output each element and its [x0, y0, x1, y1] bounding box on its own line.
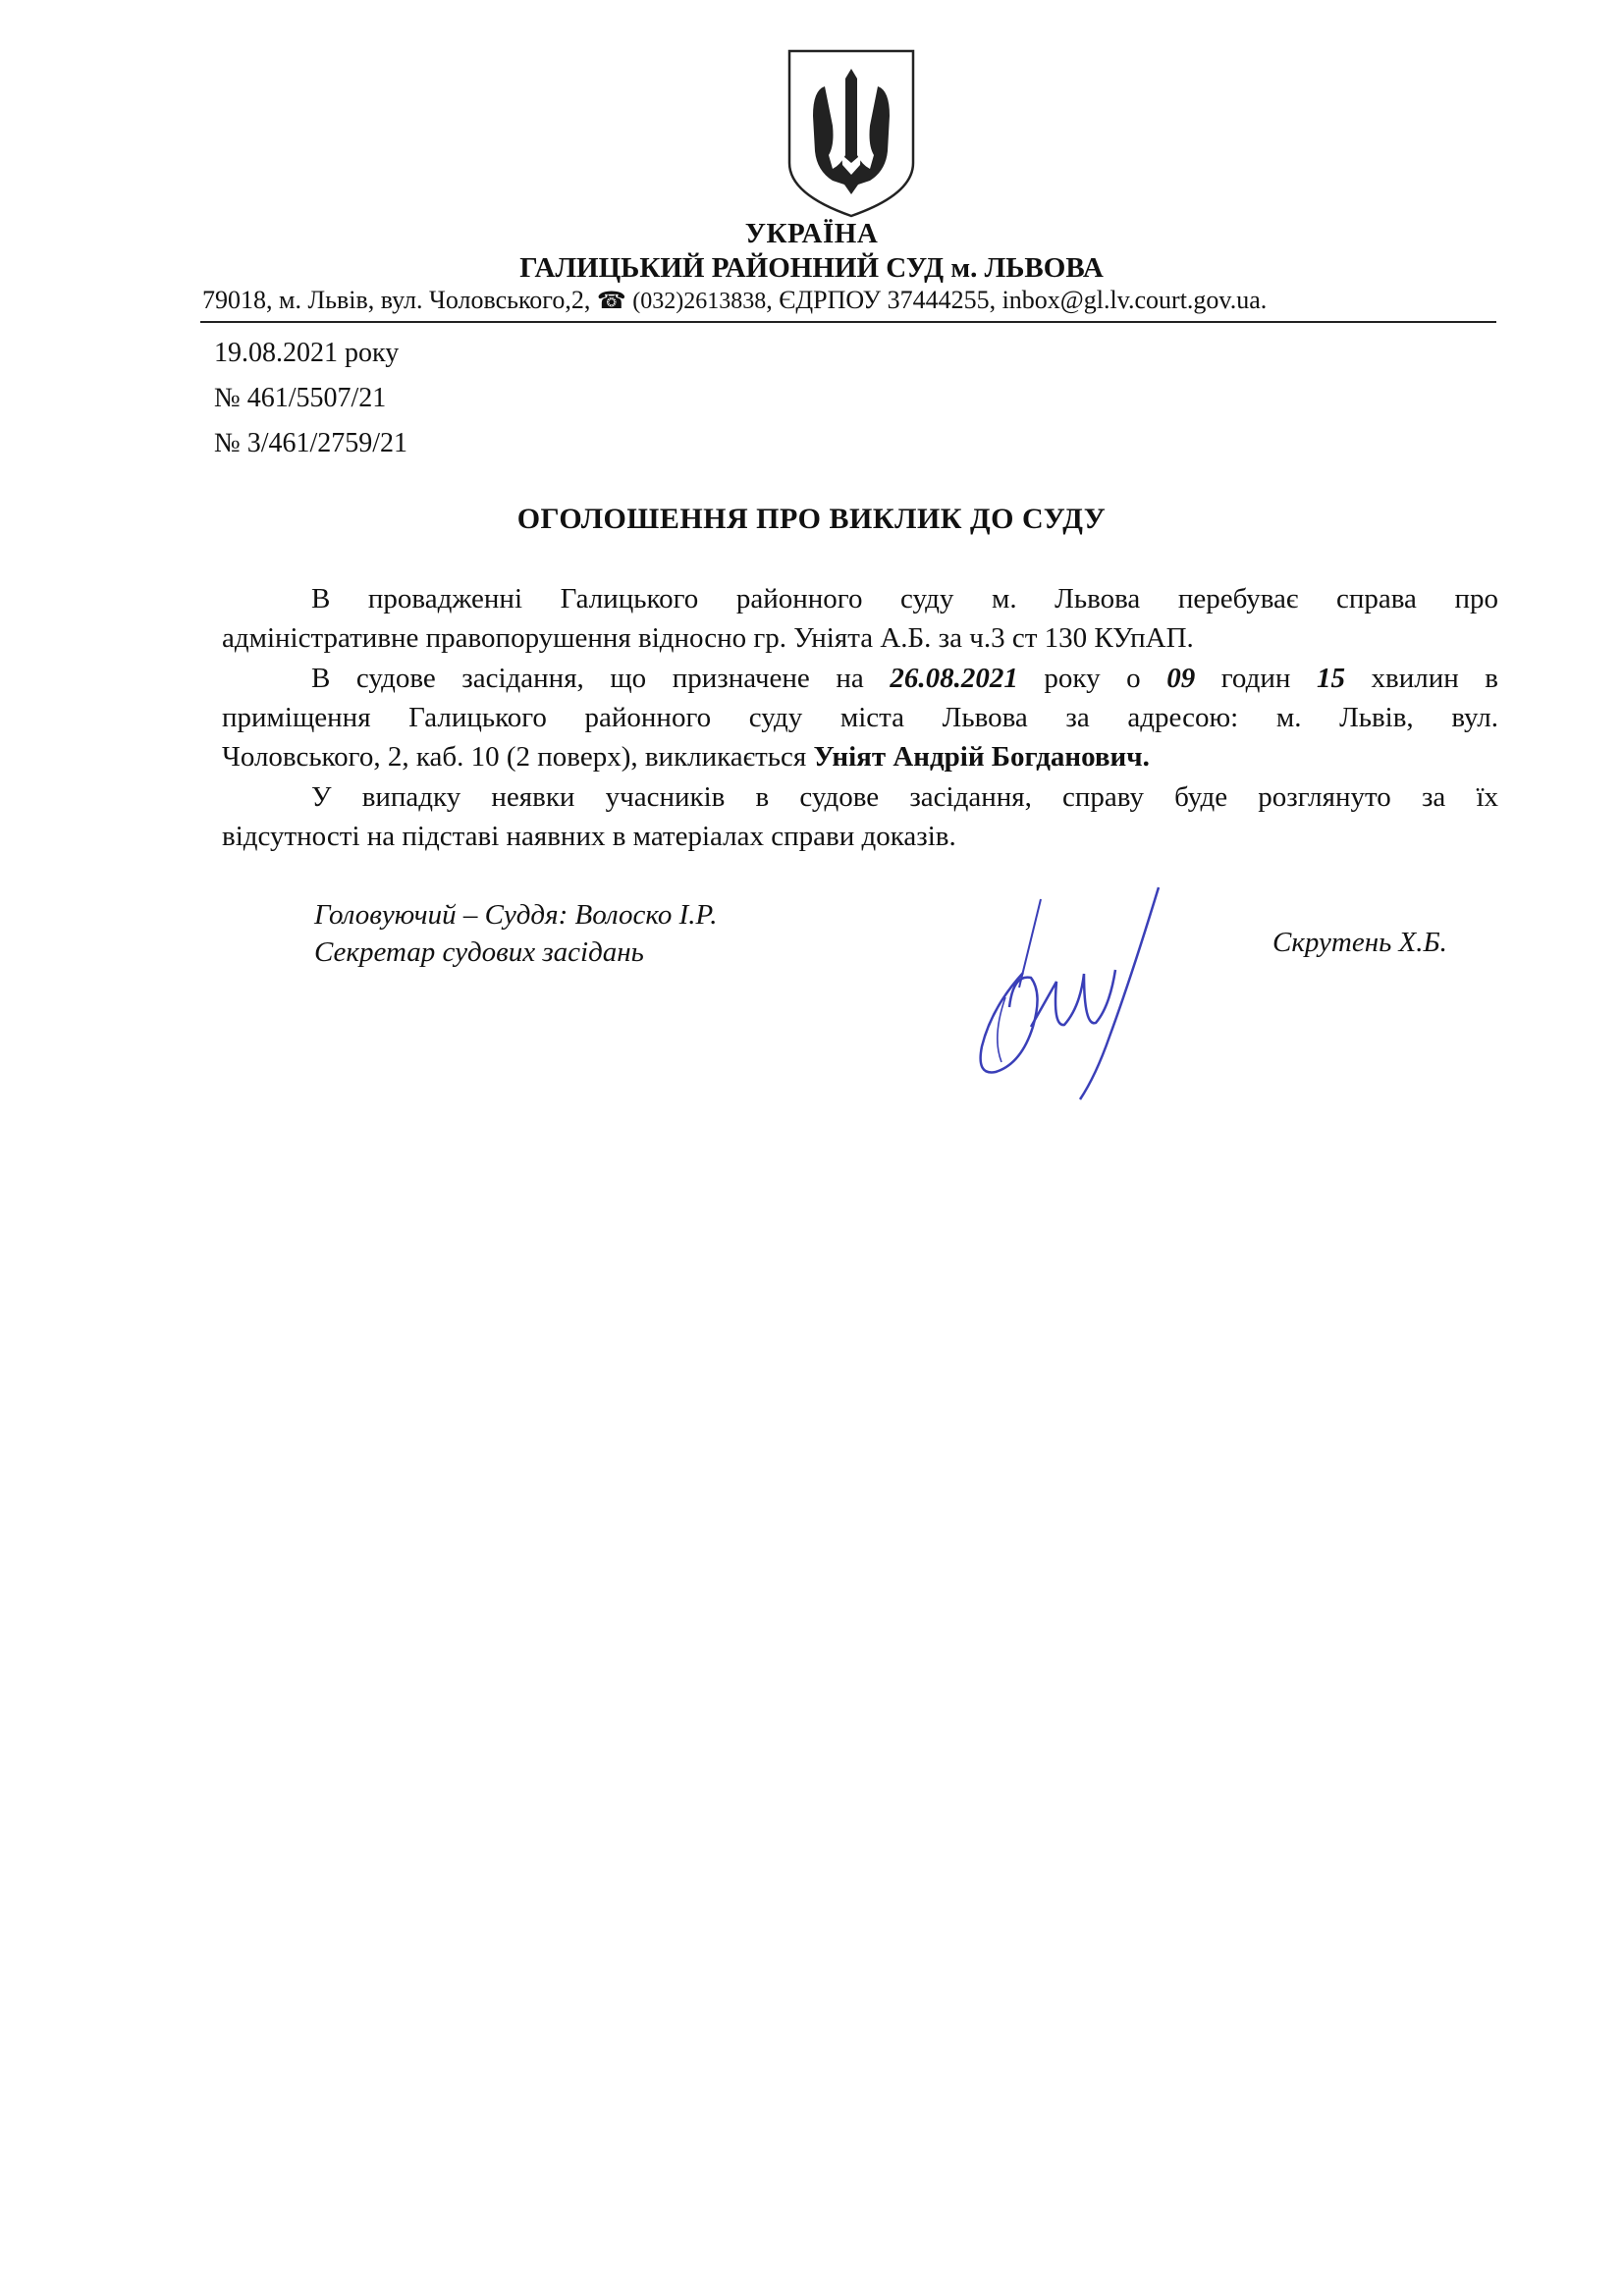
country-heading: УКРАЇНА — [744, 218, 879, 249]
secretary-title: Секретар судових засідань — [314, 936, 644, 968]
paragraph-line: У випадку неявки учасників в судове засідання, справу буде розглянуто за їх — [311, 781, 1498, 813]
proceeding-number: № 3/461/2759/21 — [214, 428, 408, 458]
court-address-line — [202, 286, 1469, 315]
paragraph-line: приміщення Галицького районного суду міста Львова за адресою: м. Львів, вул. — [222, 702, 1498, 733]
handwritten-signature — [962, 880, 1178, 1105]
document-date: 19.08.2021 року — [214, 338, 400, 368]
paragraph-line: відсутності на підставі наявних в матеріалах справи доказів. — [222, 821, 956, 852]
hearing-hour: 09 — [1166, 663, 1196, 694]
paragraph-line — [222, 659, 1498, 698]
paragraph-case-info — [222, 579, 1498, 658]
hearing-date: 26.08.2021 — [890, 663, 1018, 694]
case-number: № 461/5507/21 — [214, 383, 387, 413]
paragraph-line: В провадженні Галицького районного суду м. Львова перебуває справа про — [311, 583, 1498, 614]
court-name-heading: ГАЛИЦЬКИЙ РАЙОННИЙ СУД м. ЛЬВОВА — [519, 252, 1104, 284]
address-prefix: 79018, м. Львів, вул. Чоловського,2, — [202, 286, 591, 314]
paragraph-hearing-info — [222, 659, 1498, 776]
header-divider — [200, 321, 1496, 323]
hearing-minutes: 15 — [1316, 663, 1345, 694]
paragraph-line — [222, 737, 1498, 776]
hearing-text: В судове засідання, що призначене на — [311, 663, 891, 694]
phone-number: (032)2613838 — [632, 289, 767, 314]
paragraph-absence-notice — [222, 777, 1498, 856]
summoned-person: Уніят Андрій Богданович. — [813, 741, 1150, 773]
secretary-name: Скрутень Х.Б. — [1272, 927, 1447, 958]
hearing-text: годин — [1195, 663, 1317, 694]
address-suffix: , ЄДРПОУ 37444255, inbox@gl.lv.court.gov.ua. — [766, 286, 1268, 314]
coat-of-arms-emblem — [784, 47, 919, 219]
judge-signature-label: Головуючий – Суддя: Волоско І.Р. — [314, 899, 718, 931]
phone-icon: ☎ — [596, 289, 626, 314]
document-title: ОГОЛОШЕННЯ ПРО ВИКЛИК ДО СУДУ — [516, 503, 1107, 535]
paragraph-line: адміністративне правопорушення відносно гр. Уніята А.Б. за ч.3 ст 130 КУпАП. — [222, 622, 1194, 654]
hearing-text: року о — [1017, 663, 1167, 694]
hearing-location: Чоловського, 2, каб. 10 (2 поверх), викликається — [222, 741, 814, 773]
hearing-text: хвилин в — [1344, 663, 1498, 694]
